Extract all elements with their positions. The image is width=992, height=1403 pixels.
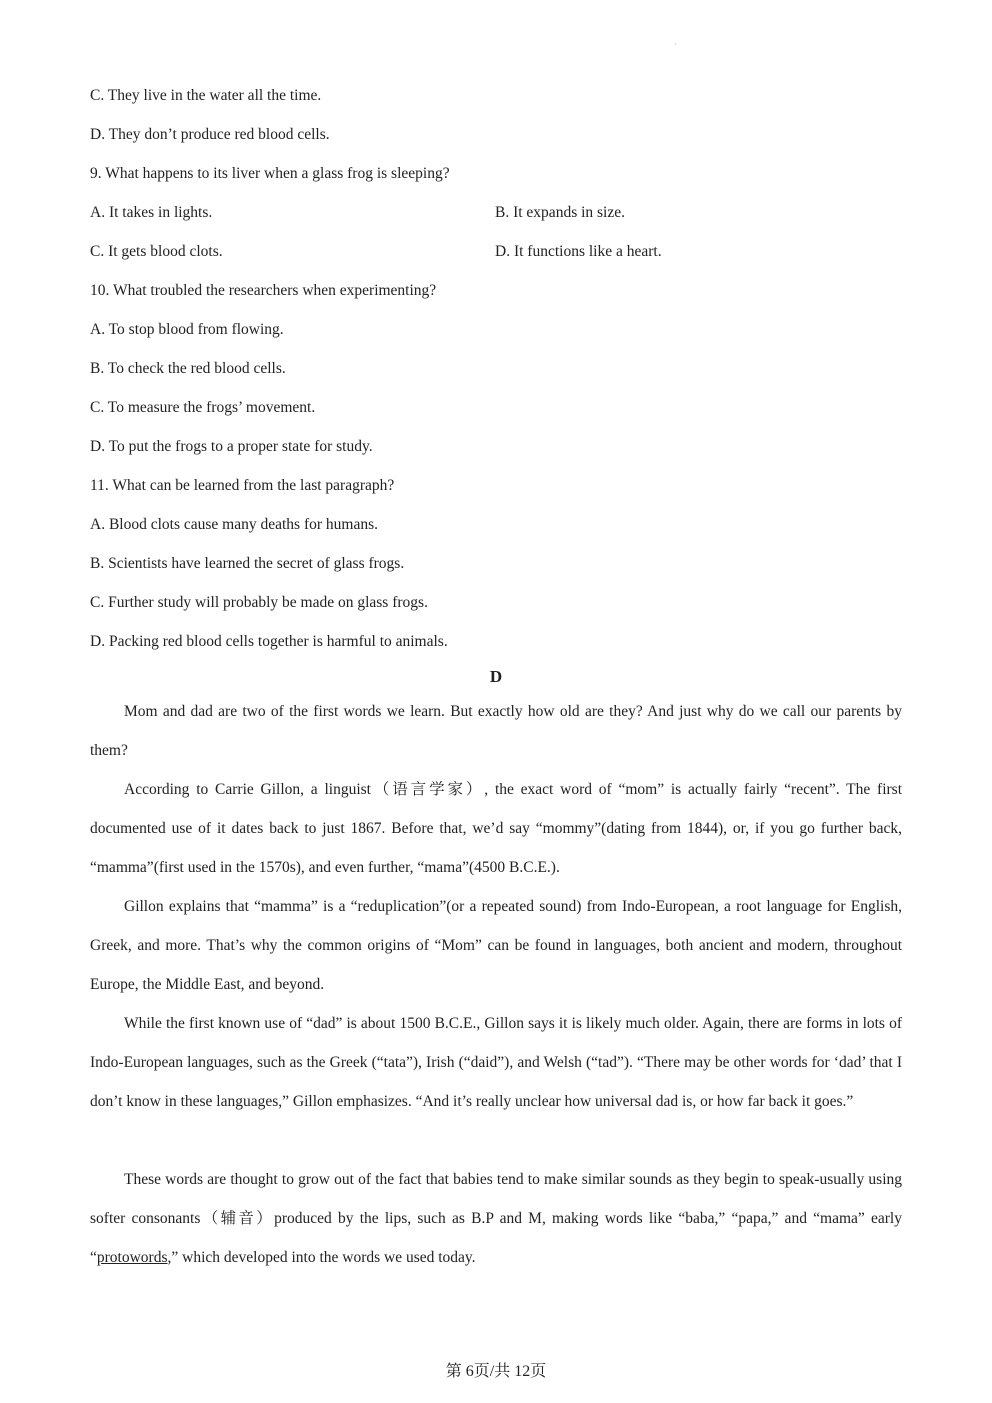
speck-mark: ·	[674, 40, 677, 49]
paragraph-5-text-end: ,” which developed into the words we used today.	[167, 1249, 476, 1266]
q9-option-d: D. It functions like a heart.	[495, 243, 662, 260]
q9-option-c: C. It gets blood clots.	[90, 243, 223, 260]
q11-option-a: A. Blood clots cause many deaths for humans.	[90, 516, 378, 533]
q11-option-b: B. Scientists have learned the secret of glass frogs.	[90, 555, 405, 572]
q11-stem: 11. What can be learned from the last paragraph?	[90, 477, 395, 494]
q9-stem: 9. What happens to its liver when a glass frog is sleeping?	[90, 165, 450, 182]
page-number: 第 6页/共 12页	[445, 1363, 547, 1380]
q10-stem: 10. What troubled the researchers when experimenting?	[90, 282, 437, 299]
paragraph-5-text-start: These words are thought to grow out of the fact that babies tend to make similar sounds as they begin to speak-usually using softer consonants（辅音）produced by the lips, such as B.P and M, making words like “baba,” “papa,” and “mama” early “	[90, 1171, 902, 1266]
q11-option-c: C. Further study will probably be made on glass frogs.	[90, 594, 428, 611]
section-heading: D	[489, 667, 503, 686]
q10-option-b: B. To check the red blood cells.	[90, 360, 286, 377]
passage-paragraph-5	[90, 1160, 902, 1277]
passage-paragraph-2: According to Carrie Gillon, a linguist（语言学家）, the exact word of “mom” is actually fairly “recent”. The first documented use of it dates back to just 1867. Before that, we’d say “mommy”(dating from 1844), or, if you go further back, “mamma”(first used in the 1570s), and even further, “mama”(4500 B.C.E.).	[90, 781, 902, 876]
passage-paragraph-4: While the first known use of “dad” is about 1500 B.C.E., Gillon says it is likely much older. Again, there are forms in lots of Indo-European languages, such as the Greek (“tata”), Irish (“daid”), and Welsh (“tad”). “There may be other words for ‘dad’ that I don’t know in these languages,” Gillon emphasizes. “And it’s really unclear how universal dad is, or how far back it goes.”	[90, 1015, 902, 1110]
underlined-word-protowords: protowords	[96, 1249, 168, 1266]
q10-option-d: D. To put the frogs to a proper state for study.	[90, 438, 373, 455]
q10-option-c: C. To measure the frogs’ movement.	[90, 399, 316, 416]
q11-option-d: D. Packing red blood cells together is harmful to animals.	[90, 633, 448, 650]
q8-option-c: C. They live in the water all the time.	[90, 87, 322, 104]
passage-paragraph-3: Gillon explains that “mamma” is a “reduplication”(or a repeated sound) from Indo-European, a root language for English, Greek, and more. That’s why the common origins of “Mom” can be found in languages, both ancient and modern, throughout Europe, the Middle East, and beyond.	[90, 898, 902, 993]
q9-option-a: A. It takes in lights.	[90, 204, 213, 221]
passage-paragraph-1: Mom and dad are two of the first words we learn. But exactly how old are they? And just why do we call our parents by them?	[90, 703, 902, 759]
q10-option-a: A. To stop blood from flowing.	[90, 321, 284, 338]
q9-option-b: B. It expands in size.	[495, 204, 626, 221]
q8-option-d: D. They don’t produce red blood cells.	[90, 126, 330, 143]
